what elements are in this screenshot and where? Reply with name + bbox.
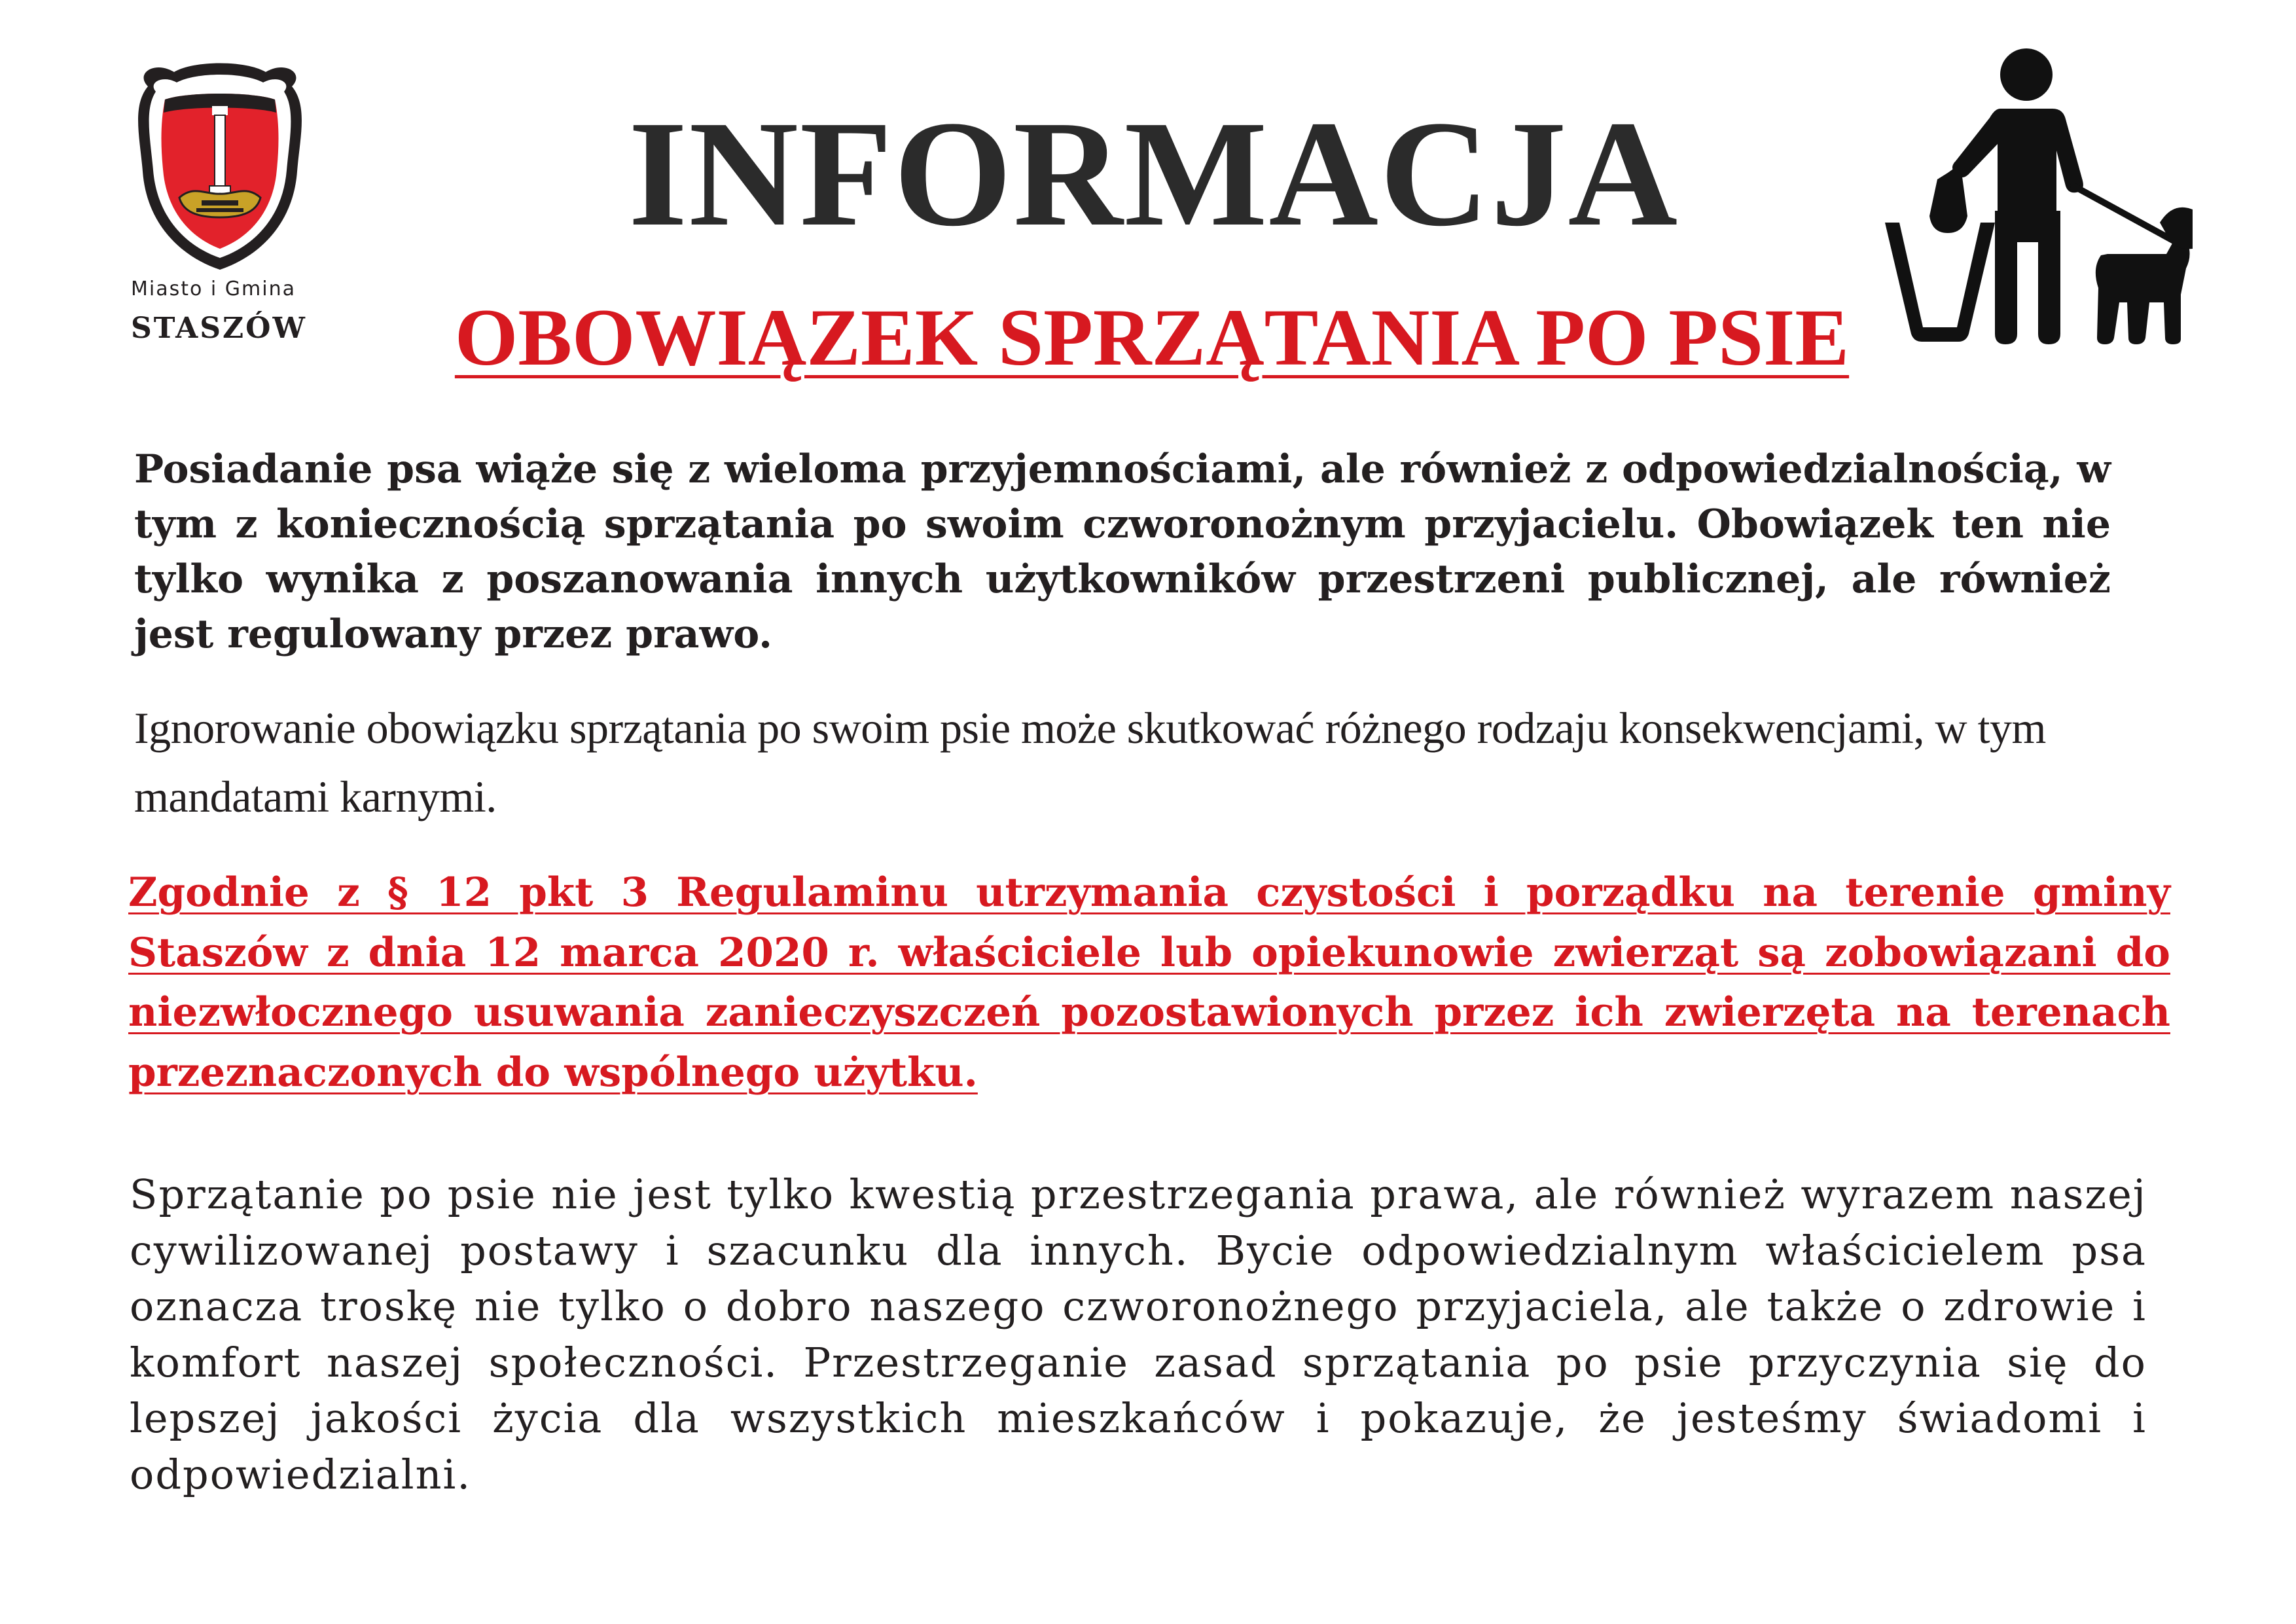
logo-city-name: STASZÓW [131,312,307,345]
clean-up-after-dog-icon [1885,46,2193,347]
coat-of-arms-icon [128,60,312,276]
logo-caption: Miasto i Gmina [131,278,296,300]
regulation-paragraph: Zgodnie z § 12 pkt 3 Regulaminu utrzymania czystości i porządku na terenie gminy Staszów z dnia 12 marca 2020 r. właściciele lub opiekunowie zwierząt są zobowiązani do niezwłocznego usuwania zanieczyszczeń pozostawionych przez ich zwierzęta na terenach przeznaczonych do wspólnego użytku. [128,869,2170,1096]
closing-paragraph: Sprzątanie po psie nie jest tylko kwestią przestrzegania prawa, ale również wyrazem naszej cywilizowanej postawy i szacunku dla innych. Bycie odpowiedzialnym właścicielem psa oznacza troskę nie tylko o dobro naszego czworonożnego przyjaciela, ale także o zdrowie i komfort naszej społeczności. Przestrzeganie zasad sprzątania po psie przyczynia się do lepszej jakości życia dla wszystkich mieszkańców i pokazuje, że jesteśmy świadomi i odpowiedzialni. [130,1170,2147,1498]
clean-up-after-dog-pictogram [1885,46,2193,347]
page-title: INFORMACJA [628,90,1679,258]
page-subtitle: OBOWIĄZEK SPRZĄTANIA PO PSIE [454,293,1850,382]
intro-paragraph: Posiadanie psa wiąże się z wieloma przyjemnościami, ale również z odpowiedzialnością, w tym z koniecznością sprzątania po swoim czworonożnym przyjacielu. Obowiązek ten nie tylko wynika z poszanowania innych użytkowników przestrzeni publicznej, ale również jest regulowany przez prawo. [134,446,2111,657]
coat-of-arms-logo [128,60,312,276]
consequences-paragraph: Ignorowanie obowiązku sprzątania po swoim psie może skutkować różnego rodzaju konsekwencjami, w tym mandatami karnymi. [134,703,2046,822]
